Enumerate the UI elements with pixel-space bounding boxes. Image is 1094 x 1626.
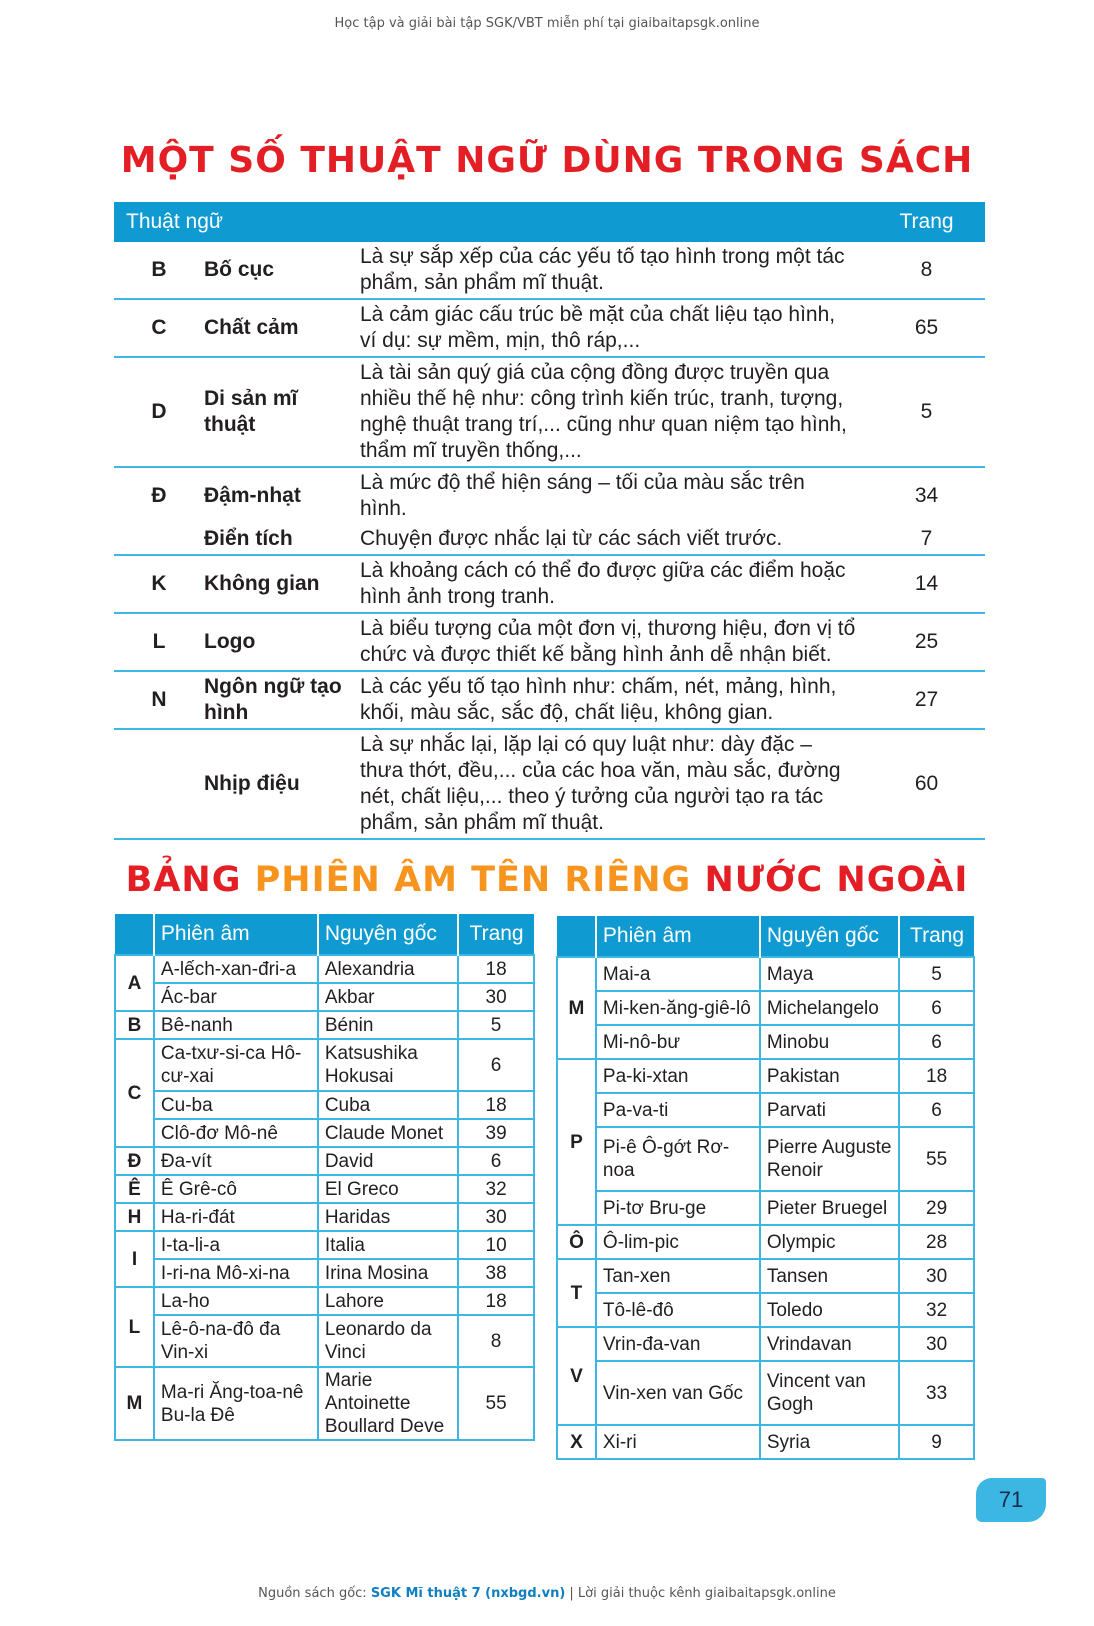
origin-cell: Bénin bbox=[318, 1011, 458, 1039]
origin-cell: Minobu bbox=[760, 1025, 899, 1059]
page-cell: 55 bbox=[458, 1367, 534, 1440]
phonetic-cell: Xi-ri bbox=[596, 1425, 760, 1459]
footer-suffix: | Lời giải thuộc kênh giaibaitapsgk.online bbox=[565, 1586, 836, 1601]
header-blank bbox=[557, 916, 596, 957]
origin-cell: Syria bbox=[760, 1425, 899, 1459]
glossary-term: Nhịp điệu bbox=[204, 729, 354, 839]
phonetic-cell: Vin-xen van Gốc bbox=[596, 1361, 760, 1425]
page-cell: 6 bbox=[458, 1147, 534, 1175]
group-letter: T bbox=[557, 1259, 596, 1327]
origin-cell: Claude Monet bbox=[318, 1119, 458, 1147]
glossary-definition: Là sự sắp xếp của các yếu tố tạo hình trong một tác phẩm, sản phẩm mĩ thuật. bbox=[354, 242, 868, 299]
table-row bbox=[115, 1011, 534, 1039]
table-row bbox=[557, 1293, 974, 1327]
page-cell: 18 bbox=[458, 1287, 534, 1315]
glossary-letter: D bbox=[114, 357, 204, 467]
phonetic-cell: I-ta-li-a bbox=[154, 1231, 318, 1259]
glossary-row bbox=[114, 524, 985, 555]
origin-cell: Parvati bbox=[760, 1093, 899, 1127]
origin-cell: Katsushika Hokusai bbox=[318, 1039, 458, 1091]
group-letter: B bbox=[115, 1011, 154, 1039]
glossary-definition: Là tài sản quý giá của cộng đồng được truyền qua nhiều thế hệ như: công trình kiến trúc, tranh, tượng, nghệ thuật trang trí,... cũng như quan niệm tạo hình, thẩm mĩ truyền thống,... bbox=[354, 357, 868, 467]
glossary-letter bbox=[114, 524, 204, 555]
origin-cell: Cuba bbox=[318, 1091, 458, 1119]
origin-cell: Vrindavan bbox=[760, 1327, 899, 1361]
glossary-page: 14 bbox=[868, 555, 985, 613]
glossary-page: 65 bbox=[868, 299, 985, 357]
glossary-row bbox=[114, 357, 985, 467]
table-row bbox=[115, 1091, 534, 1119]
origin-cell: Olympic bbox=[760, 1225, 899, 1259]
group-letter: H bbox=[115, 1203, 154, 1231]
phonetic-cell: Tô-lê-đô bbox=[596, 1293, 760, 1327]
phonetic-cell: Ca-txư-si-ca Hô-cư-xai bbox=[154, 1039, 318, 1091]
transliteration-right-body bbox=[557, 957, 974, 1459]
group-letter: Ê bbox=[115, 1175, 154, 1203]
header-blank bbox=[115, 914, 154, 955]
glossary-row bbox=[114, 467, 985, 524]
page-cell: 18 bbox=[458, 955, 534, 983]
table-row bbox=[557, 991, 974, 1025]
glossary-definition: Là biểu tượng của một đơn vị, thương hiệu, đơn vị tổ chức và được thiết kế bằng hình ảnh dễ nhận biết. bbox=[354, 613, 868, 671]
table-row bbox=[557, 1025, 974, 1059]
glossary-row bbox=[114, 242, 985, 299]
group-letter: M bbox=[115, 1367, 154, 1440]
phonetic-cell: Đa-vít bbox=[154, 1147, 318, 1175]
origin-cell: Tansen bbox=[760, 1259, 899, 1293]
glossary-row bbox=[114, 671, 985, 729]
transliteration-left-body bbox=[115, 955, 534, 1440]
page-cell: 30 bbox=[458, 983, 534, 1011]
glossary-page: 5 bbox=[868, 357, 985, 467]
transliteration-title bbox=[0, 860, 1094, 900]
glossary-letter: Đ bbox=[151, 484, 167, 507]
page-cell: 18 bbox=[458, 1091, 534, 1119]
transliteration-table-left bbox=[114, 914, 535, 1441]
glossary-term: Chất cảm bbox=[204, 299, 354, 357]
origin-cell: Vincent van Gogh bbox=[760, 1361, 899, 1425]
phonetic-cell: Bê-nanh bbox=[154, 1011, 318, 1039]
header-origin: Nguyên gốc bbox=[318, 914, 458, 955]
header-phonetic: Phiên âm bbox=[596, 916, 760, 957]
page-cell: 55 bbox=[899, 1127, 974, 1191]
origin-cell: Akbar bbox=[318, 983, 458, 1011]
glossary-term: Không gian bbox=[204, 555, 354, 613]
header-phonetic: Phiên âm bbox=[154, 914, 318, 955]
page-cell: 9 bbox=[899, 1425, 974, 1459]
phonetic-cell: Ê Grê-cô bbox=[154, 1175, 318, 1203]
table-row bbox=[115, 1119, 534, 1147]
table-row bbox=[557, 1259, 974, 1293]
table-row bbox=[115, 1039, 534, 1091]
glossary-page: 34 bbox=[914, 484, 939, 507]
phonetic-cell: Tan-xen bbox=[596, 1259, 760, 1293]
glossary-definition: Là cảm giác cấu trúc bề mặt của chất liệu tạo hình, ví dụ: sự mềm, mịn, thô ráp,... bbox=[354, 299, 868, 357]
header-origin: Nguyên gốc bbox=[760, 916, 899, 957]
phonetic-cell: Mai-a bbox=[596, 957, 760, 991]
group-letter: X bbox=[557, 1425, 596, 1459]
page-cell: 29 bbox=[899, 1191, 974, 1225]
phonetic-cell: Ma-ri Ăng-toa-nê Bu-la Đê bbox=[154, 1367, 318, 1440]
glossary-row bbox=[114, 729, 985, 839]
origin-cell: Maya bbox=[760, 957, 899, 991]
table-row bbox=[557, 1191, 974, 1225]
footer-source-link[interactable]: SGK Mĩ thuật 7 (nxbgd.vn) bbox=[370, 1586, 566, 1601]
group-letter: A bbox=[115, 955, 154, 1011]
page-cell: 30 bbox=[458, 1203, 534, 1231]
page-cell: 6 bbox=[458, 1039, 534, 1091]
glossary-header-page: Trang bbox=[868, 202, 985, 242]
origin-cell: Toledo bbox=[760, 1293, 899, 1327]
glossary-definition: Là mức độ thể hiện sáng – tối của màu sắc trên hình. bbox=[360, 471, 805, 520]
glossary-page: 8 bbox=[868, 242, 985, 299]
origin-cell: Haridas bbox=[318, 1203, 458, 1231]
page-cell: 5 bbox=[458, 1011, 534, 1039]
origin-cell: David bbox=[318, 1147, 458, 1175]
page-cell: 30 bbox=[899, 1259, 974, 1293]
origin-cell: El Greco bbox=[318, 1175, 458, 1203]
header-note: Học tập và giải bài tập SGK/VBT miễn phí tại giaibaitapsgk.online bbox=[334, 16, 760, 31]
phonetic-cell: Pa-va-ti bbox=[596, 1093, 760, 1127]
glossary-term: Bố cục bbox=[204, 242, 354, 299]
group-letter: L bbox=[115, 1287, 154, 1367]
table-row bbox=[115, 1231, 534, 1259]
table-row bbox=[115, 983, 534, 1011]
phonetic-cell: A-lếch-xan-đri-a bbox=[154, 955, 318, 983]
table-row bbox=[557, 1093, 974, 1127]
footer-prefix: Nguồn sách gốc: bbox=[258, 1586, 371, 1601]
phonetic-cell: Vrin-đa-van bbox=[596, 1327, 760, 1361]
glossary-body bbox=[114, 242, 985, 839]
phonetic-cell: Mi-ken-ăng-giê-lô bbox=[596, 991, 760, 1025]
glossary-term: Di sản mĩ thuật bbox=[204, 357, 354, 467]
glossary-row bbox=[114, 299, 985, 357]
transliteration-table-right bbox=[556, 916, 975, 1460]
glossary-term: Đậm-nhạt bbox=[204, 484, 301, 507]
glossary-letter: C bbox=[114, 299, 204, 357]
table-row bbox=[557, 1059, 974, 1093]
phonetic-cell: Pi-ê Ô-gớt Rơ-noa bbox=[596, 1127, 760, 1191]
table-row bbox=[115, 1367, 534, 1440]
glossary-page: 27 bbox=[868, 671, 985, 729]
page-cell: 6 bbox=[899, 1093, 974, 1127]
origin-cell: Pieter Bruegel bbox=[760, 1191, 899, 1225]
table-row bbox=[557, 1425, 974, 1459]
page-cell: 39 bbox=[458, 1119, 534, 1147]
group-letter: Ô bbox=[557, 1225, 596, 1259]
phonetic-cell: Pi-tơ Bru-ge bbox=[596, 1191, 760, 1225]
phonetic-cell: Pa-ki-xtan bbox=[596, 1059, 760, 1093]
origin-cell: Marie Antoinette Boullard Deve bbox=[318, 1367, 458, 1440]
table-row bbox=[115, 1175, 534, 1203]
glossary-letter: K bbox=[114, 555, 204, 613]
glossary-title: MỘT SỐ THUẬT NGỮ DÙNG TRONG SÁCH bbox=[120, 140, 974, 181]
origin-cell: Leonardo da Vinci bbox=[318, 1315, 458, 1367]
title-part-1: BẢNG bbox=[125, 860, 255, 900]
group-letter: Đ bbox=[115, 1147, 154, 1175]
table-row bbox=[557, 1127, 974, 1191]
group-letter: I bbox=[115, 1231, 154, 1287]
title-part-2: PHIÊN ÂM TÊN RIÊNG bbox=[254, 860, 705, 900]
glossary-term: Điển tích bbox=[204, 524, 354, 555]
phonetic-cell: Ô-lim-pic bbox=[596, 1225, 760, 1259]
group-letter: M bbox=[557, 957, 596, 1059]
origin-cell: Alexandria bbox=[318, 955, 458, 983]
table-row bbox=[557, 957, 974, 991]
glossary-definition: Chuyện được nhắc lại từ các sách viết trước. bbox=[354, 524, 868, 555]
page-cell: 32 bbox=[458, 1175, 534, 1203]
origin-cell: Pakistan bbox=[760, 1059, 899, 1093]
group-letter: P bbox=[557, 1059, 596, 1225]
page-cell: 10 bbox=[458, 1231, 534, 1259]
glossary-term: Ngôn ngữ tạo hình bbox=[204, 671, 354, 729]
page-cell: 6 bbox=[899, 1025, 974, 1059]
page-number-badge: 71 bbox=[976, 1478, 1046, 1522]
page-cell: 8 bbox=[458, 1315, 534, 1367]
glossary-letter: N bbox=[114, 671, 204, 729]
glossary-row bbox=[114, 555, 985, 613]
table-row bbox=[115, 955, 534, 983]
origin-cell: Italia bbox=[318, 1231, 458, 1259]
glossary-definition: Là sự nhắc lại, lặp lại có quy luật như: dày đặc – thưa thớt, đều,... của các hoa văn, màu sắc, đường nét, chất liệu,... theo ý tưởng của người tạo ra tác phẩm, sản phẩm mĩ thuật. bbox=[354, 729, 868, 839]
header-page: Trang bbox=[899, 916, 974, 957]
table-row bbox=[115, 1203, 534, 1231]
page-cell: 28 bbox=[899, 1225, 974, 1259]
page-cell: 32 bbox=[899, 1293, 974, 1327]
table-row bbox=[557, 1225, 974, 1259]
page-cell: 5 bbox=[899, 957, 974, 991]
title-part-3: NƯỚC NGOÀI bbox=[704, 860, 969, 900]
page-cell: 33 bbox=[899, 1361, 974, 1425]
phonetic-cell: La-ho bbox=[154, 1287, 318, 1315]
group-letter: V bbox=[557, 1327, 596, 1425]
phonetic-cell: I-ri-na Mô-xi-na bbox=[154, 1259, 318, 1287]
table-row bbox=[115, 1147, 534, 1175]
phonetic-cell: Lê-ô-na-đô đa Vin-xi bbox=[154, 1315, 318, 1367]
page-cell: 38 bbox=[458, 1259, 534, 1287]
phonetic-cell: Ác-bar bbox=[154, 983, 318, 1011]
table-row bbox=[115, 1315, 534, 1367]
page-cell: 18 bbox=[899, 1059, 974, 1093]
table-row bbox=[557, 1361, 974, 1425]
phonetic-cell: Ha-ri-đát bbox=[154, 1203, 318, 1231]
origin-cell: Irina Mosina bbox=[318, 1259, 458, 1287]
table-row bbox=[557, 1327, 974, 1361]
origin-cell: Lahore bbox=[318, 1287, 458, 1315]
glossary-page: 25 bbox=[868, 613, 985, 671]
table-row bbox=[115, 1287, 534, 1315]
page-cell: 6 bbox=[899, 991, 974, 1025]
origin-cell: Michelangelo bbox=[760, 991, 899, 1025]
glossary-letter: L bbox=[114, 613, 204, 671]
glossary-letter: B bbox=[114, 242, 204, 299]
footer bbox=[0, 1586, 1094, 1601]
phonetic-cell: Cu-ba bbox=[154, 1091, 318, 1119]
glossary-header-term: Thuật ngữ bbox=[114, 202, 868, 242]
glossary-page: 60 bbox=[868, 729, 985, 839]
group-letter: C bbox=[115, 1039, 154, 1147]
glossary-letter bbox=[114, 729, 204, 839]
glossary-row bbox=[114, 613, 985, 671]
page-cell: 30 bbox=[899, 1327, 974, 1361]
phonetic-cell: Mi-nô-bư bbox=[596, 1025, 760, 1059]
glossary-term: Logo bbox=[204, 613, 354, 671]
table-row bbox=[115, 1259, 534, 1287]
glossary-definition: Là các yếu tố tạo hình như: chấm, nét, mảng, hình, khối, màu sắc, sắc độ, chất liệu, không gian. bbox=[354, 671, 868, 729]
origin-cell: Pierre Auguste Renoir bbox=[760, 1127, 899, 1191]
glossary-page: 7 bbox=[868, 524, 985, 555]
phonetic-cell: Clô-đơ Mô-nê bbox=[154, 1119, 318, 1147]
glossary-table bbox=[114, 202, 985, 840]
header-page: Trang bbox=[458, 914, 534, 955]
glossary-definition: Là khoảng cách có thể đo được giữa các điểm hoặc hình ảnh trong tranh. bbox=[354, 555, 868, 613]
